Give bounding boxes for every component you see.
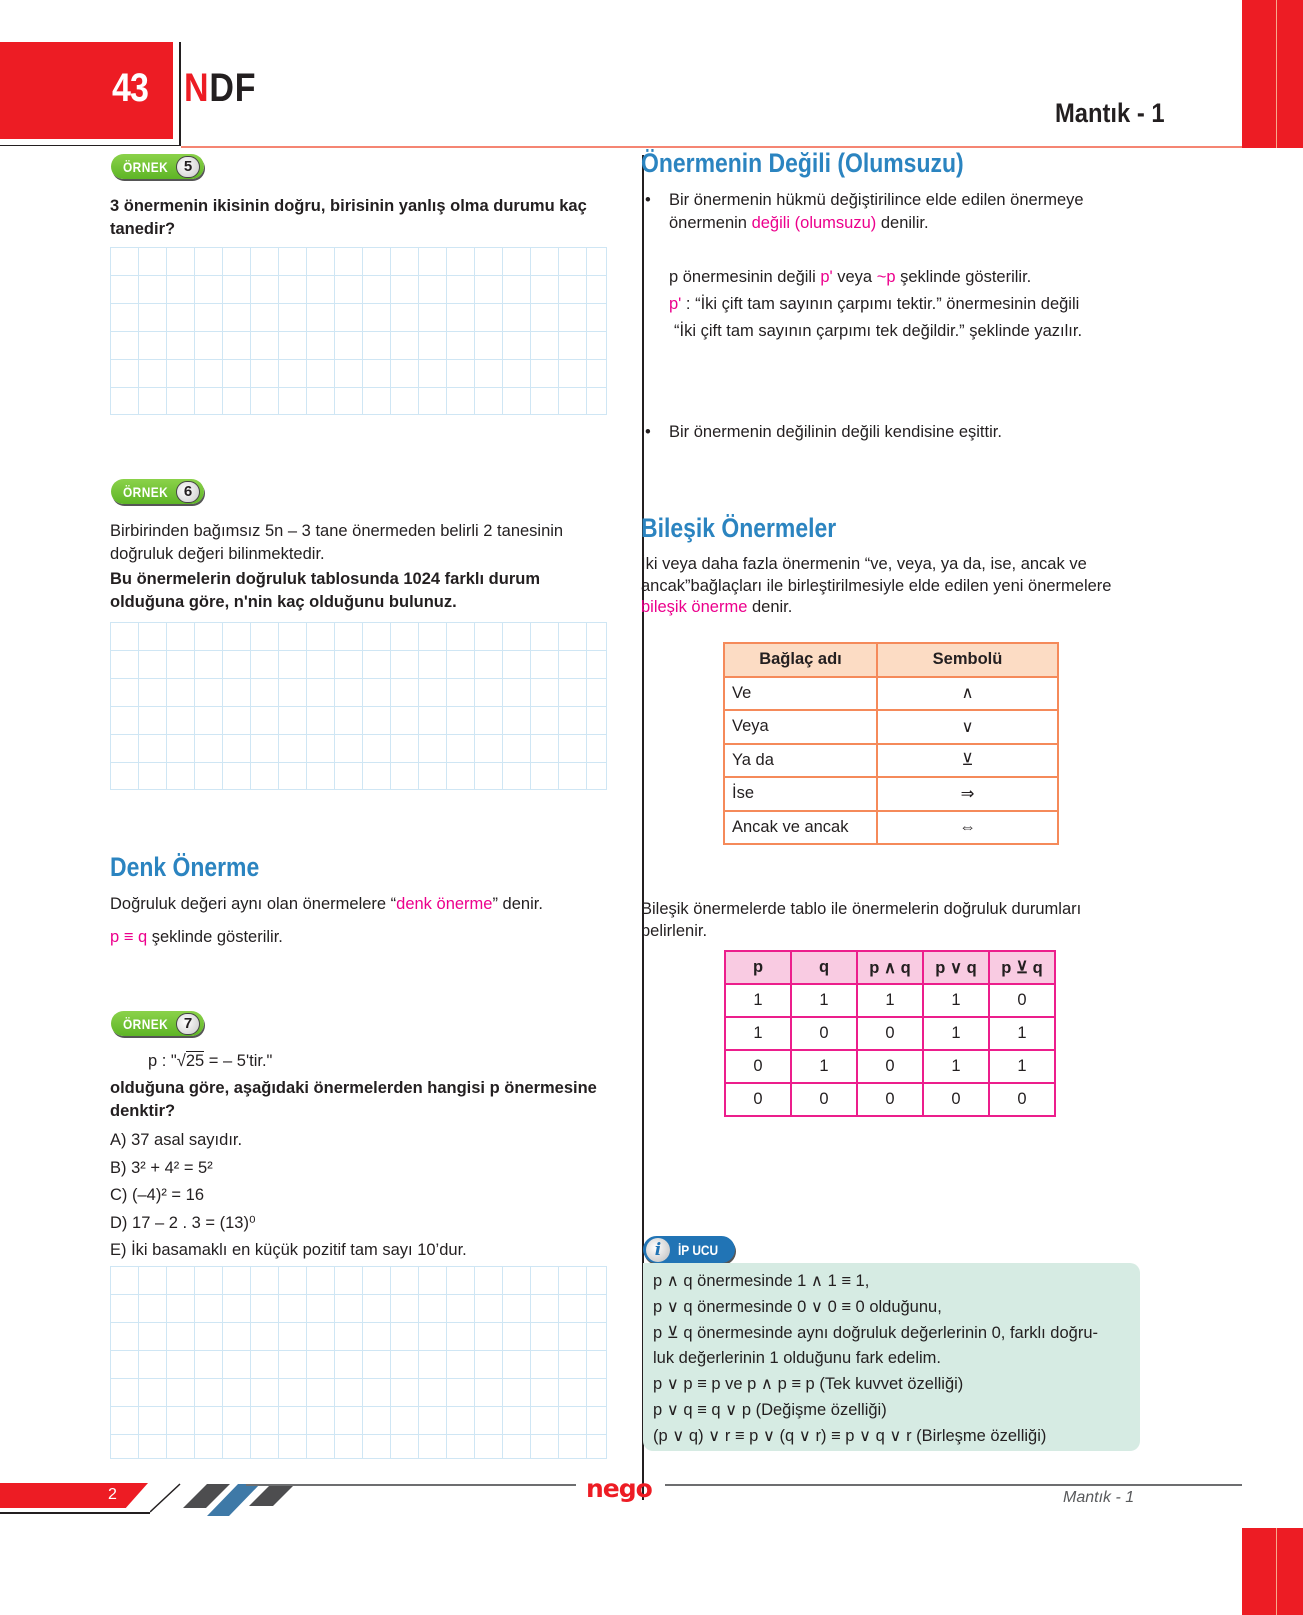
table-row [724,710,1058,744]
side-tab-bottom [1242,1528,1303,1615]
cell: Ya da [724,744,877,778]
option-label: D) [110,1213,128,1232]
highlight-term: değili (olumsuzu) [751,214,877,232]
header-cell: Sembolü [877,643,1058,677]
negation-bullet-1 [641,189,1146,235]
brand-logo [184,66,256,111]
symbol-cell: ⇔ [877,811,1058,845]
negation-example-1 [669,293,1079,316]
header-cell: q [791,951,857,984]
highlight-notation: p ≡ q [110,928,148,946]
brand-rest: DF [209,66,257,110]
tip-line: p ∧ q önermesinde 1 ∧ 1 ≡ 1, [653,1272,870,1290]
example-7-statement [148,1050,272,1073]
option-c[interactable] [110,1182,612,1210]
example-7-question: olduğuna göre, aşağıdaki önermelerden hangisi p önermesine denktir? [110,1079,597,1120]
option-text: (–4)² = 16 [132,1186,205,1204]
connectives-table [723,642,1059,845]
cell: 1 [791,984,857,1017]
text: = – 5'tir." [204,1052,273,1070]
text: p önermesinin değili [669,268,821,286]
highlight-tilde-p: ~p [876,268,896,286]
cell: 0 [857,1050,923,1083]
cell: 1 [989,1017,1055,1050]
option-b[interactable] [110,1155,612,1183]
cell: 1 [857,984,923,1017]
option-d[interactable] [110,1210,612,1238]
header-cell: p ⊻ q [989,951,1055,984]
header-divider [179,42,181,146]
brand-letter: N [184,66,210,110]
cell: 0 [791,1083,857,1116]
answer-grid[interactable] [110,622,607,790]
truth-intro: Bileşik önermelerde tablo ile önermelerin doğruluk durumları belirlenir. [641,900,1082,940]
section-title-negation: Önermenin Değili (Olumsuzu) [641,148,964,178]
tip-box [643,1263,1140,1451]
example-7-badge [111,1011,204,1036]
cell: 0 [857,1083,923,1116]
option-text: 37 asal sayıdır. [131,1131,243,1149]
tip-badge [643,1236,735,1263]
example-6-text: Birbirinden bağımsız 5n – 3 tane önermeden belirli 2 tanesinin doğruluk değeri bilinmektedir. [110,522,564,563]
header-underline [0,145,181,146]
header-cell: Bağlaç adı [724,643,877,677]
cell: 0 [857,1017,923,1050]
header-cell: p ∧ q [857,951,923,984]
table-row [724,811,1058,845]
option-label: A) [110,1131,127,1149]
highlight-p-prime: p' [820,268,833,286]
sqrt-symbol: √ [176,1052,186,1070]
cell: 0 [791,1017,857,1050]
badge-label: ÖRNEK [123,483,169,500]
highlight-p-prime: p' [669,295,682,313]
table-header-row [725,951,1055,984]
badge-number: 6 [176,481,200,503]
text: İki veya daha fazla önermenin “ve, veya, ya da, ise, ancak ve ancak”bağlaçları ile birleştirilmesiyle elde edilen yeni önermelere [641,555,1112,595]
table-row [725,984,1055,1017]
footer-chapter-title: Mantık - 1 [1063,1489,1135,1506]
table-row [724,744,1058,778]
badge-number: 5 [176,156,200,178]
tip-line: p ∨ q önermesinde 0 ∨ 0 ≡ 0 olduğunu, [653,1297,942,1316]
option-text: 3² + 4² = 5² [131,1158,213,1177]
answer-grid[interactable] [110,247,607,415]
symbol-cell: ⇒ [877,777,1058,811]
cell: 1 [725,1017,791,1050]
option-text: 17 – 2 . 3 = (13)⁰ [132,1213,256,1232]
cell: 1 [923,1017,989,1050]
footer-red-bar [0,1483,148,1508]
option-label: B) [110,1158,127,1177]
answer-options [110,1127,612,1265]
example-5-badge [111,154,204,179]
example-6-question: Bu önermelerin doğruluk tablosunda 1024 farklı durum olduğuna göre, n'nin kaç olduğunu bulunuz. [110,570,540,611]
text: p : " [148,1052,177,1070]
cell: 0 [923,1083,989,1116]
option-a[interactable] [110,1127,612,1155]
side-tab-top [1242,0,1303,148]
header-cell: p [725,951,791,984]
negation-bullet-2: • Bir önermenin değilinin değili kendisine eşittir. [641,421,1146,444]
symbol-cell: ∨ [877,710,1058,744]
page-number: 2 [108,1486,117,1503]
cell: 1 [923,984,989,1017]
highlight-term: bileşik önerme [641,598,748,616]
text: Doğruluk değeri aynı olan önermelere “ [110,895,397,913]
cell: Ancak ve ancak [724,811,877,845]
truth-table [724,950,1056,1117]
example-5-question: 3 önermenin ikisinin doğru, birisinin yanlış olma durumu kaç tanedir? [110,197,587,238]
denk-definition [110,893,543,916]
option-e[interactable] [110,1237,612,1265]
text: veya [832,268,877,286]
cell: Veya [724,710,877,744]
compound-intro [641,554,1141,619]
tip-line: (p ∨ q) ∨ r ≡ p ∨ (q ∨ r) ≡ p ∨ q ∨ r (Birleşme özelliği) [653,1426,1047,1445]
cell: 0 [989,1083,1055,1116]
text: denir. [747,598,793,616]
table-header-row [724,643,1058,677]
highlight-term: denk önerme [396,895,493,913]
cell: 1 [923,1050,989,1083]
option-label: E) [110,1241,127,1259]
text: şeklinde gösterilir. [895,268,1032,286]
cell: 1 [989,1050,1055,1083]
tip-label: İP UCU [678,1241,719,1258]
publisher-logo: nego [586,1474,652,1503]
footer-rule [246,1484,576,1486]
footer-line [0,1512,150,1514]
cell: 1 [725,984,791,1017]
cell: 1 [791,1050,857,1083]
cell: İse [724,777,877,811]
text: : “İki çift tam sayının çarpımı tektir.” önermesinin değili [681,295,1080,313]
symbol-cell: ∧ [877,677,1058,711]
text: Bir önermenin hükmü değiştirilince elde edilen önermeye önermenin [669,191,1084,232]
cell: Ve [724,677,877,711]
tip-line: luk değerlerinin 1 olduğunu fark edelim. [653,1349,942,1368]
table-row [725,1017,1055,1050]
stripe-line [150,1484,180,1512]
denk-notation [110,926,283,949]
table-row [724,777,1058,811]
radicand: 25 [185,1052,205,1070]
tip-line: p ∨ q ≡ q ∨ p (Değişme özelliği) [653,1400,887,1419]
chapter-title: Mantık - 1 [1055,98,1165,128]
table-row [725,1083,1055,1116]
tip-line: p ∨ p ≡ p ve p ∧ p ≡ p (Tek kuvvet özelliği) [653,1375,964,1394]
section-title-compound: Bileşik Önermeler [641,513,837,543]
cell: 0 [725,1083,791,1116]
cell: 0 [725,1050,791,1083]
symbol-cell: ⊻ [877,744,1058,778]
table-row [724,677,1058,711]
badge-number: 7 [176,1013,200,1035]
tip-line: p ⊻ q önermesinde aynı doğruluk değerlerinin 0, farklı doğru- [653,1323,1098,1342]
text: şeklinde gösterilir. [147,928,283,946]
section-title-denk: Denk Önerme [110,852,260,882]
option-text: İki basamaklı en küçük pozitif tam sayı 10’dur. [131,1241,467,1259]
text: denilir. [876,214,929,232]
footer-stripes [150,1482,315,1518]
option-label: C) [110,1186,128,1204]
table-row [725,1050,1055,1083]
example-6-badge [111,479,204,504]
footer-rule [665,1484,1242,1486]
page-code: 43 [112,66,149,110]
answer-grid[interactable] [110,1266,607,1459]
badge-label: ÖRNEK [123,158,169,175]
cell: 0 [989,984,1055,1017]
header-cell: p ∨ q [923,951,989,984]
text: ” denir. [492,895,543,913]
negation-example-2: “İki çift tam sayının çarpımı tek değildir.” şeklinde yazılır. [674,322,1083,340]
info-icon: i [646,1238,670,1262]
negation-notation [669,266,1031,289]
badge-label: ÖRNEK [123,1015,169,1032]
